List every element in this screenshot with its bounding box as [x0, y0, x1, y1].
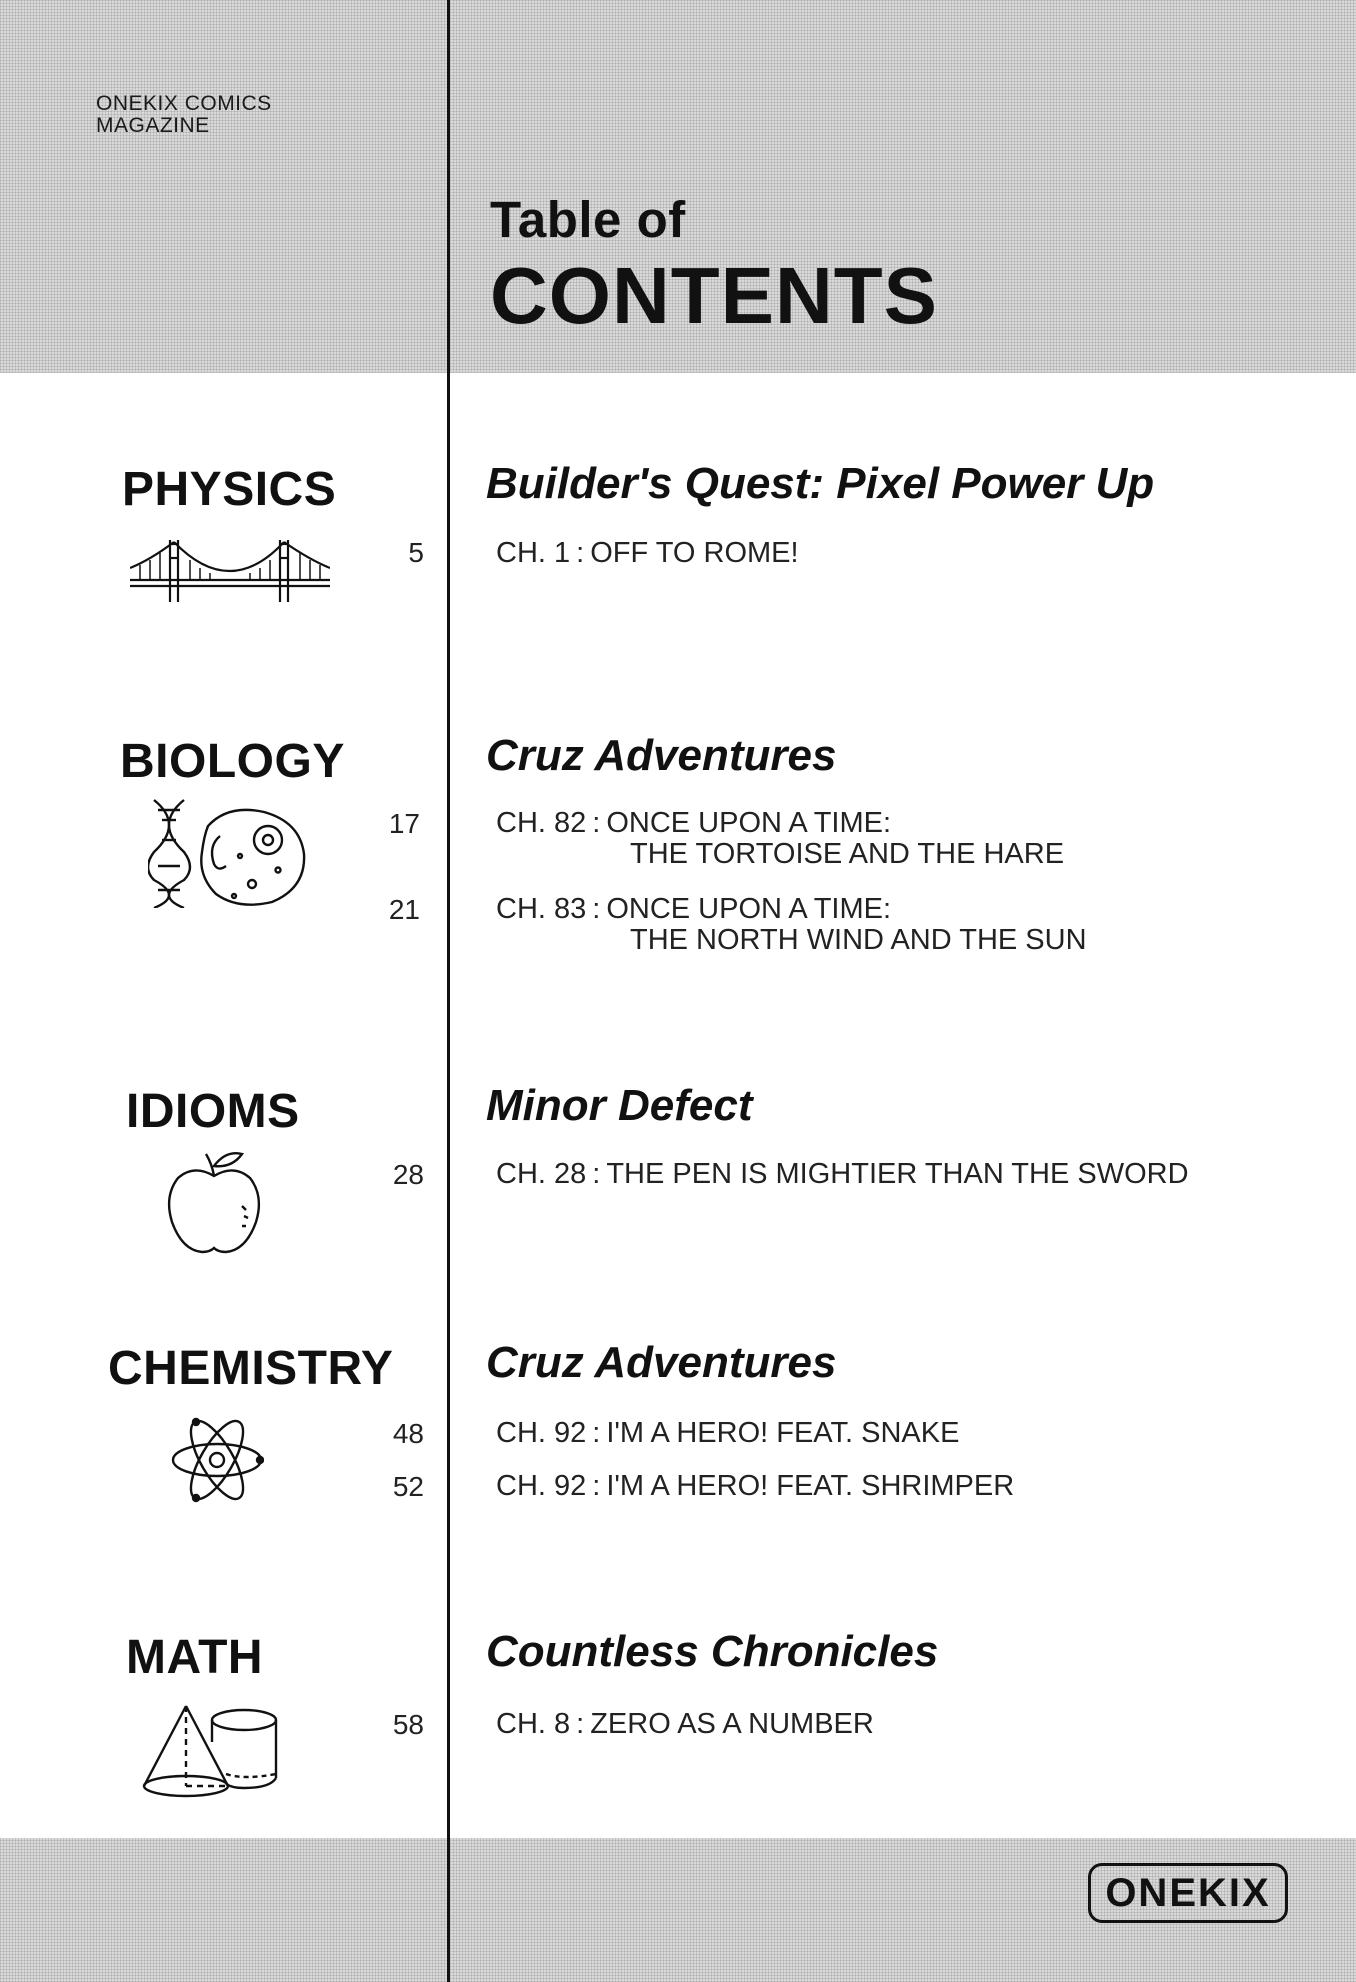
dna-cell-icon [148, 796, 308, 908]
page-number: 52 [392, 1471, 424, 1502]
chapter-entry: CH. 83 : ONCE UPON A TIME: THE NORTH WIND AND THE SUN [496, 893, 1087, 956]
chapter-title: ZERO AS A NUMBER [590, 1708, 874, 1740]
chapter-number: CH. 28 [496, 1158, 587, 1190]
chapter-subtitle: THE NORTH WIND AND THE SUN [630, 924, 1087, 956]
series-title: Builder's Quest: Pixel Power Up [486, 459, 1155, 508]
page-number: 58 [392, 1709, 424, 1740]
subject-math: MATH [126, 1631, 264, 1684]
subject-biology: BIOLOGY [120, 735, 345, 788]
subject-chemistry: CHEMISTRY [108, 1342, 394, 1395]
subject-physics: PHYSICS [122, 463, 337, 516]
chapter-entry: CH. 92 : I'M A HERO! FEAT. SHRIMPER [496, 1470, 1015, 1502]
chapter-entry: CH. 92 : I'M A HERO! FEAT. SNAKE [496, 1417, 960, 1449]
page-subtitle: Table of [490, 191, 686, 248]
chapter-number: CH. 1 [496, 537, 571, 569]
page-number: 21 [388, 894, 420, 925]
onekix-logo: ONEKIX [1088, 1863, 1288, 1923]
chapter-title: THE PEN IS MIGHTIER THAN THE SWORD [606, 1158, 1189, 1190]
series-title: Cruz Adventures [486, 731, 837, 780]
page-number: 28 [392, 1159, 424, 1190]
chapter-number: CH. 82 [496, 807, 587, 839]
chapter-number: CH. 92 [496, 1417, 587, 1449]
chapter-title: ONCE UPON A TIME: [606, 807, 892, 839]
series-title: Countless Chronicles [486, 1627, 939, 1676]
chapter-number: CH. 92 [496, 1470, 587, 1502]
bridge-icon [130, 530, 330, 602]
apple-icon [166, 1146, 264, 1256]
chapter-entry: CH. 28 : THE PEN IS MIGHTIER THAN THE SWORD [496, 1158, 1189, 1190]
page-title: CONTENTS [490, 251, 938, 340]
chapter-entry: CH. 1 : OFF TO ROME! [496, 537, 799, 569]
page-number: 17 [388, 808, 420, 839]
chapter-title: OFF TO ROME! [590, 537, 799, 569]
chapter-title: I'M A HERO! FEAT. SHRIMPER [606, 1470, 1015, 1502]
page-number: 48 [392, 1418, 424, 1449]
subject-idioms: IDIOMS [126, 1085, 300, 1138]
series-title: Cruz Adventures [486, 1338, 837, 1387]
magazine-name-line2: MAGAZINE [96, 114, 210, 137]
chapter-title: ONCE UPON A TIME: [606, 893, 892, 925]
chapter-entry: CH. 8 : ZERO AS A NUMBER [496, 1708, 874, 1740]
cone-cylinder-icon [140, 1702, 284, 1798]
series-title: Minor Defect [486, 1081, 753, 1130]
atom-icon [170, 1412, 264, 1508]
magazine-name [96, 93, 272, 137]
magazine-name-line1: ONEKIX COMICS [96, 92, 272, 115]
chapter-number: CH. 8 [496, 1708, 571, 1740]
chapter-title: I'M A HERO! FEAT. SNAKE [606, 1417, 960, 1449]
chapter-number: CH. 83 [496, 893, 587, 925]
chapter-subtitle: THE TORTOISE AND THE HARE [630, 838, 1065, 870]
chapter-entry: CH. 82 : ONCE UPON A TIME: THE TORTOISE AND THE HARE [496, 807, 1065, 870]
column-divider [447, 0, 450, 1982]
page-number: 5 [408, 537, 424, 568]
